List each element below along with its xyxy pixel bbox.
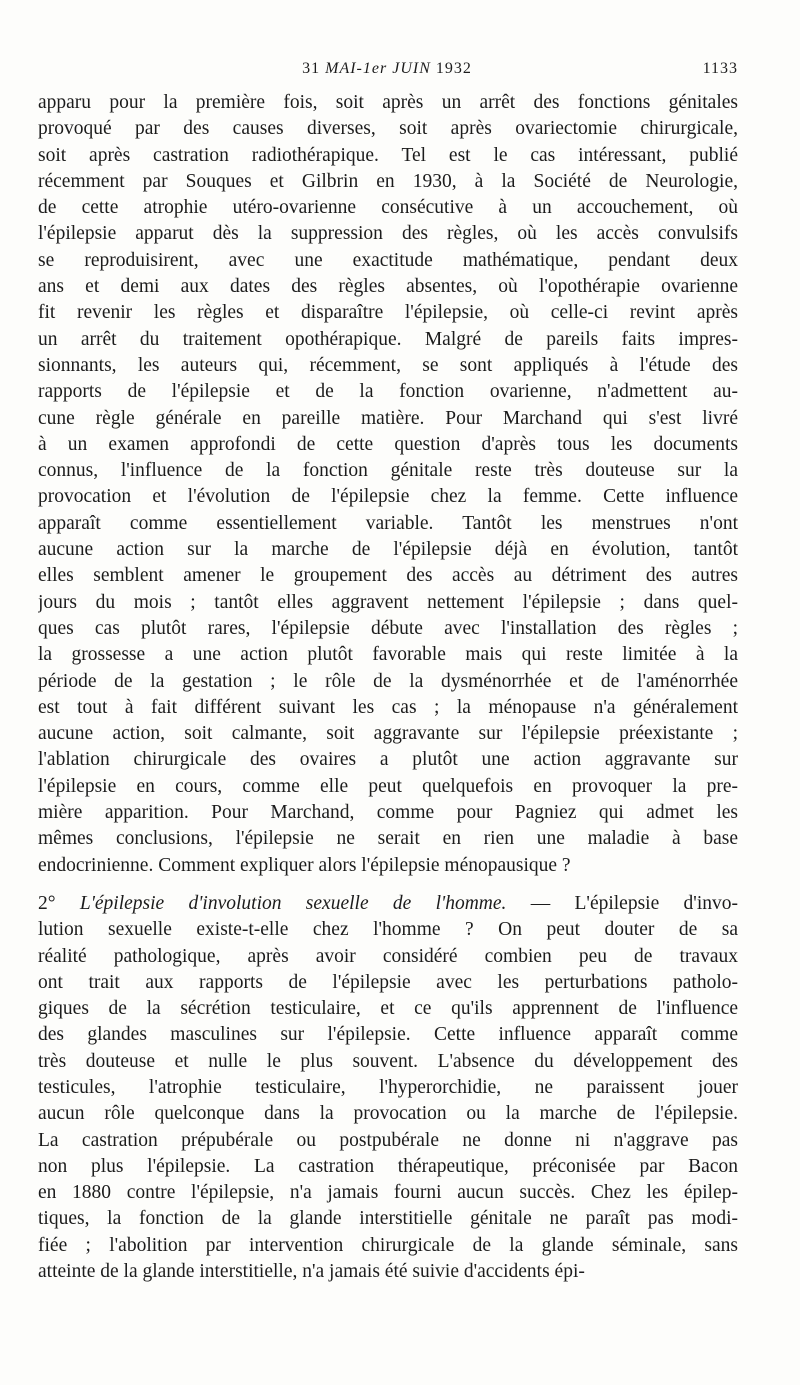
- text-line: giques de la sécrétion testiculaire, et ce qu'ils apprennent de l'influence: [38, 998, 738, 1020]
- text-line: mière apparition. Pour Marchand, comme pour Pagniez qui admet les: [38, 802, 738, 824]
- text-line: des glandes masculines sur l'épilepsie. Cette influence apparaît comme: [38, 1024, 738, 1046]
- text-line: de cette atrophie utéro-ovarienne consécutive à un accouchement, où: [38, 197, 738, 219]
- running-head-month: MAI-1er JUIN: [325, 60, 431, 77]
- page-number: 1133: [702, 60, 738, 77]
- running-head-year: 1932: [435, 60, 472, 77]
- text-line: ques cas plutôt rares, l'épilepsie débute avec l'installation des règles ;: [38, 617, 738, 639]
- text-line: apparu pour la première fois, soit après un arrêt des fonctions génitales: [38, 92, 738, 113]
- text-line: période de la gestation ; le rôle de la dysménorrhée et de l'aménorrhée: [38, 670, 738, 692]
- text-line: connus, l'influence de la fonction génitale reste très douteuse sur la: [38, 460, 738, 482]
- text-line: cune règle générale en pareille matière. Pour Marchand qui s'est livré: [38, 407, 738, 429]
- text-line: La castration prépubérale ou postpubérale ne donne ni n'aggrave pas: [38, 1129, 738, 1151]
- text-line: soit après castration radiothérapique. Tel est le cas intéressant, publié: [38, 144, 738, 166]
- text-line: aucune action sur la marche de l'épilepsie déjà en évolution, tantôt: [38, 539, 738, 561]
- text-line: mêmes conclusions, l'épilepsie ne serait en rien une maladie à base: [38, 828, 738, 850]
- article-body: [38, 90, 738, 1285]
- text-line: ont trait aux rapports de l'épilepsie avec les perturbations patholo-: [38, 971, 738, 993]
- text-line: est tout à fait différent suivant les cas ; la ménopause n'a généralement: [38, 696, 738, 718]
- section-number: 2°: [38, 892, 56, 914]
- paragraph-menopausal-epilepsy: [38, 90, 738, 879]
- text-line: sionnants, les auteurs qui, récemment, se sont appliqués à l'étude des: [38, 354, 738, 376]
- text-line: la grossesse a une action plutôt favorable mais qui reste limitée à la: [38, 644, 738, 666]
- text-line: l'épilepsie apparut dès la suppression des règles, où les accès convulsifs: [38, 223, 738, 245]
- text-line: non plus l'épilepsie. La castration thérapeutique, préconisée par Bacon: [38, 1155, 738, 1177]
- text-line: rapports de l'épilepsie et de la fonction ovarienne, n'admettent au-: [38, 381, 738, 403]
- text-line: apparaît comme essentiellement variable. Tantôt les menstrues n'ont: [38, 512, 738, 534]
- text-line: atteinte de la glande interstitielle, n'a jamais été suivie d'accidents épi-: [38, 1261, 585, 1283]
- text-line: se reproduisirent, avec une exactitude mathématique, pendant deux: [38, 249, 738, 271]
- text-line: très douteuse et nulle le plus souvent. L'absence du développement des: [38, 1050, 738, 1072]
- section-title: L'épilepsie d'involution sexuelle de l'homme.: [79, 892, 507, 914]
- text-line: ans et demi aux dates des règles absentes, où l'opothérapie ovarienne: [38, 276, 738, 298]
- text-line: en 1880 contre l'épilepsie, n'a jamais fourni aucun succès. Chez les épilep-: [38, 1182, 738, 1204]
- text-line: testicules, l'atrophie testiculaire, l'hyperorchidie, ne paraissent jouer: [38, 1076, 738, 1098]
- text-line: l'épilepsie en cours, comme elle peut quelquefois en provoquer la pre-: [38, 775, 738, 797]
- text-line: provoqué par des causes diverses, soit après ovariectomie chirurgicale,: [38, 118, 738, 140]
- text-line: lution sexuelle existe-t-elle chez l'homme ? On peut douter de sa: [38, 919, 738, 941]
- text-line: réalité pathologique, après avoir considéré combien peu de travaux: [38, 945, 738, 967]
- paragraph-male-involution-epilepsy: [38, 891, 738, 1285]
- text-line: aucune action, soit calmante, soit aggravante sur l'épilepsie préexistante ;: [38, 723, 738, 745]
- text-line: elles semblent amener le groupement des accès au détriment des autres: [38, 565, 738, 587]
- section-heading-rest: — L'épilepsie d'invo-: [506, 892, 738, 914]
- text-line: tiques, la fonction de la glande interstitielle génitale ne paraît pas modi-: [38, 1208, 738, 1230]
- text-line: fiée ; l'abolition par intervention chirurgicale de la glande séminale, sans: [38, 1234, 738, 1256]
- text-line: fit revenir les règles et disparaître l'épilepsie, où celle-ci revint après: [38, 302, 738, 324]
- running-head-date: 31: [302, 60, 321, 77]
- text-line: endocrinienne. Comment expliquer alors l'épilepsie ménopausique ?: [38, 854, 571, 876]
- text-line: récemment par Souques et Gilbrin en 1930, à la Société de Neurologie,: [38, 170, 738, 192]
- text-line: à un examen approfondi de cette question d'après tous les documents: [38, 433, 738, 455]
- running-head: [36, 60, 738, 78]
- text-line: aucun rôle quelconque dans la provocation ou la marche de l'épilepsie.: [38, 1103, 738, 1125]
- page-header: [36, 60, 738, 84]
- text-line: provocation et l'évolution de l'épilepsie chez la femme. Cette influence: [38, 486, 738, 508]
- text-line: jours du mois ; tantôt elles aggravent nettement l'épilepsie ; dans quel-: [38, 591, 738, 613]
- section-heading-line: [38, 891, 738, 917]
- text-line: un arrêt du traitement opothérapique. Malgré de pareils faits impres-: [38, 328, 738, 350]
- text-line: l'ablation chirurgicale des ovaires a plutôt une action aggravante sur: [38, 749, 738, 771]
